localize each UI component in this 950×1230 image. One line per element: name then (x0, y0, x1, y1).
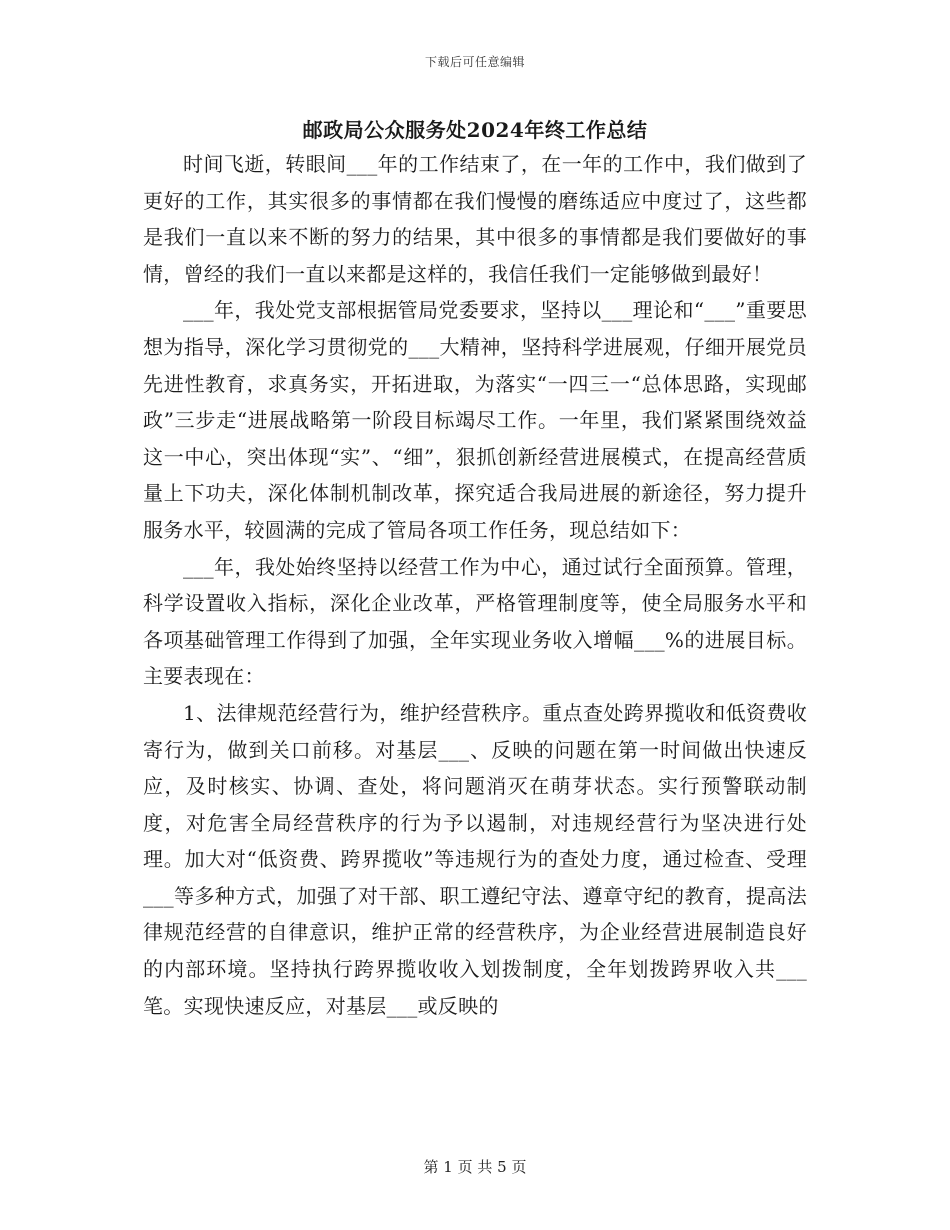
document-title: 邮政局公众服务处2024年终工作总结 (302, 118, 648, 142)
page-number: 第 1 页 共 5 页 (423, 1158, 527, 1176)
paragraph-item-1: 1、法律规范经营行为，维护经营秩序。重点查处跨界揽收和低资费收寄行为，做到关口前移。对基层___、反映的问题在第一时间做出快速反应，及时核实、协调、查处，将问题消灭在萌芽状态。实行预警联动制度，对危害全局经营秩序的行为予以遏制，对违规经营行为坚决进行处理。加大对“低资费、跨界揽收”等违规行为的查处力度，通过检查、受理___等多种方式，加强了对干部、职工遵纪守法、遵章守纪的教育，提高法律规范经营的自律意识，维护正常的经营秩序，为企业经营进展制造良好的内部环境。坚持执行跨界揽收收入划拨制度，全年划拨跨界收入共___笔。实现快速反应，对基层___或反映的 (143, 700, 807, 1018)
paragraph-party-branch: ___年，我处党支部根据管局党委要求，坚持以___理论和“___”重要思想为指导，深化学习贯彻党的___大精神，坚持科学进展观，仔细开展党员先进性教育，求真务实，开拓进取，为落实“一四三一“总体思路，实现邮政”三步走“进展战略第一阶段目标竭尽工作。一年里，我们紧紧围绕效益这一中心，突出体现“实”、“细”，狠抓创新经营进展模式，在提高经营质量上下功夫，深化体制机制改革，探究适合我局进展的新途径，努力提升服务水平，较圆满的完成了管局各项工作任务，现总结如下： (143, 298, 807, 542)
paragraph-intro: 时间飞逝，转眼间___年的工作结束了，在一年的工作中，我们做到了更好的工作，其实很多的事情都在我们慢慢的磨练适应中度过了，这些都是我们一直以来不断的努力的结果，其中很多的事情都是我们要做好的事情，曾经的我们一直以来都是这样的，我信任我们一定能够做到最好！ (143, 152, 807, 286)
document-body (143, 146, 807, 1024)
header-note: 下载后可任意编辑 (424, 55, 525, 69)
paragraph-business-center: ___年，我处始终坚持以经营工作为中心，通过试行全面预算。管理，科学设置收入指标，深化企业改革，严格管理制度等，使全局服务水平和各项基础管理工作得到了加强，全年实现业务收入增幅___%的进展目标。主要表现在： (143, 554, 807, 689)
